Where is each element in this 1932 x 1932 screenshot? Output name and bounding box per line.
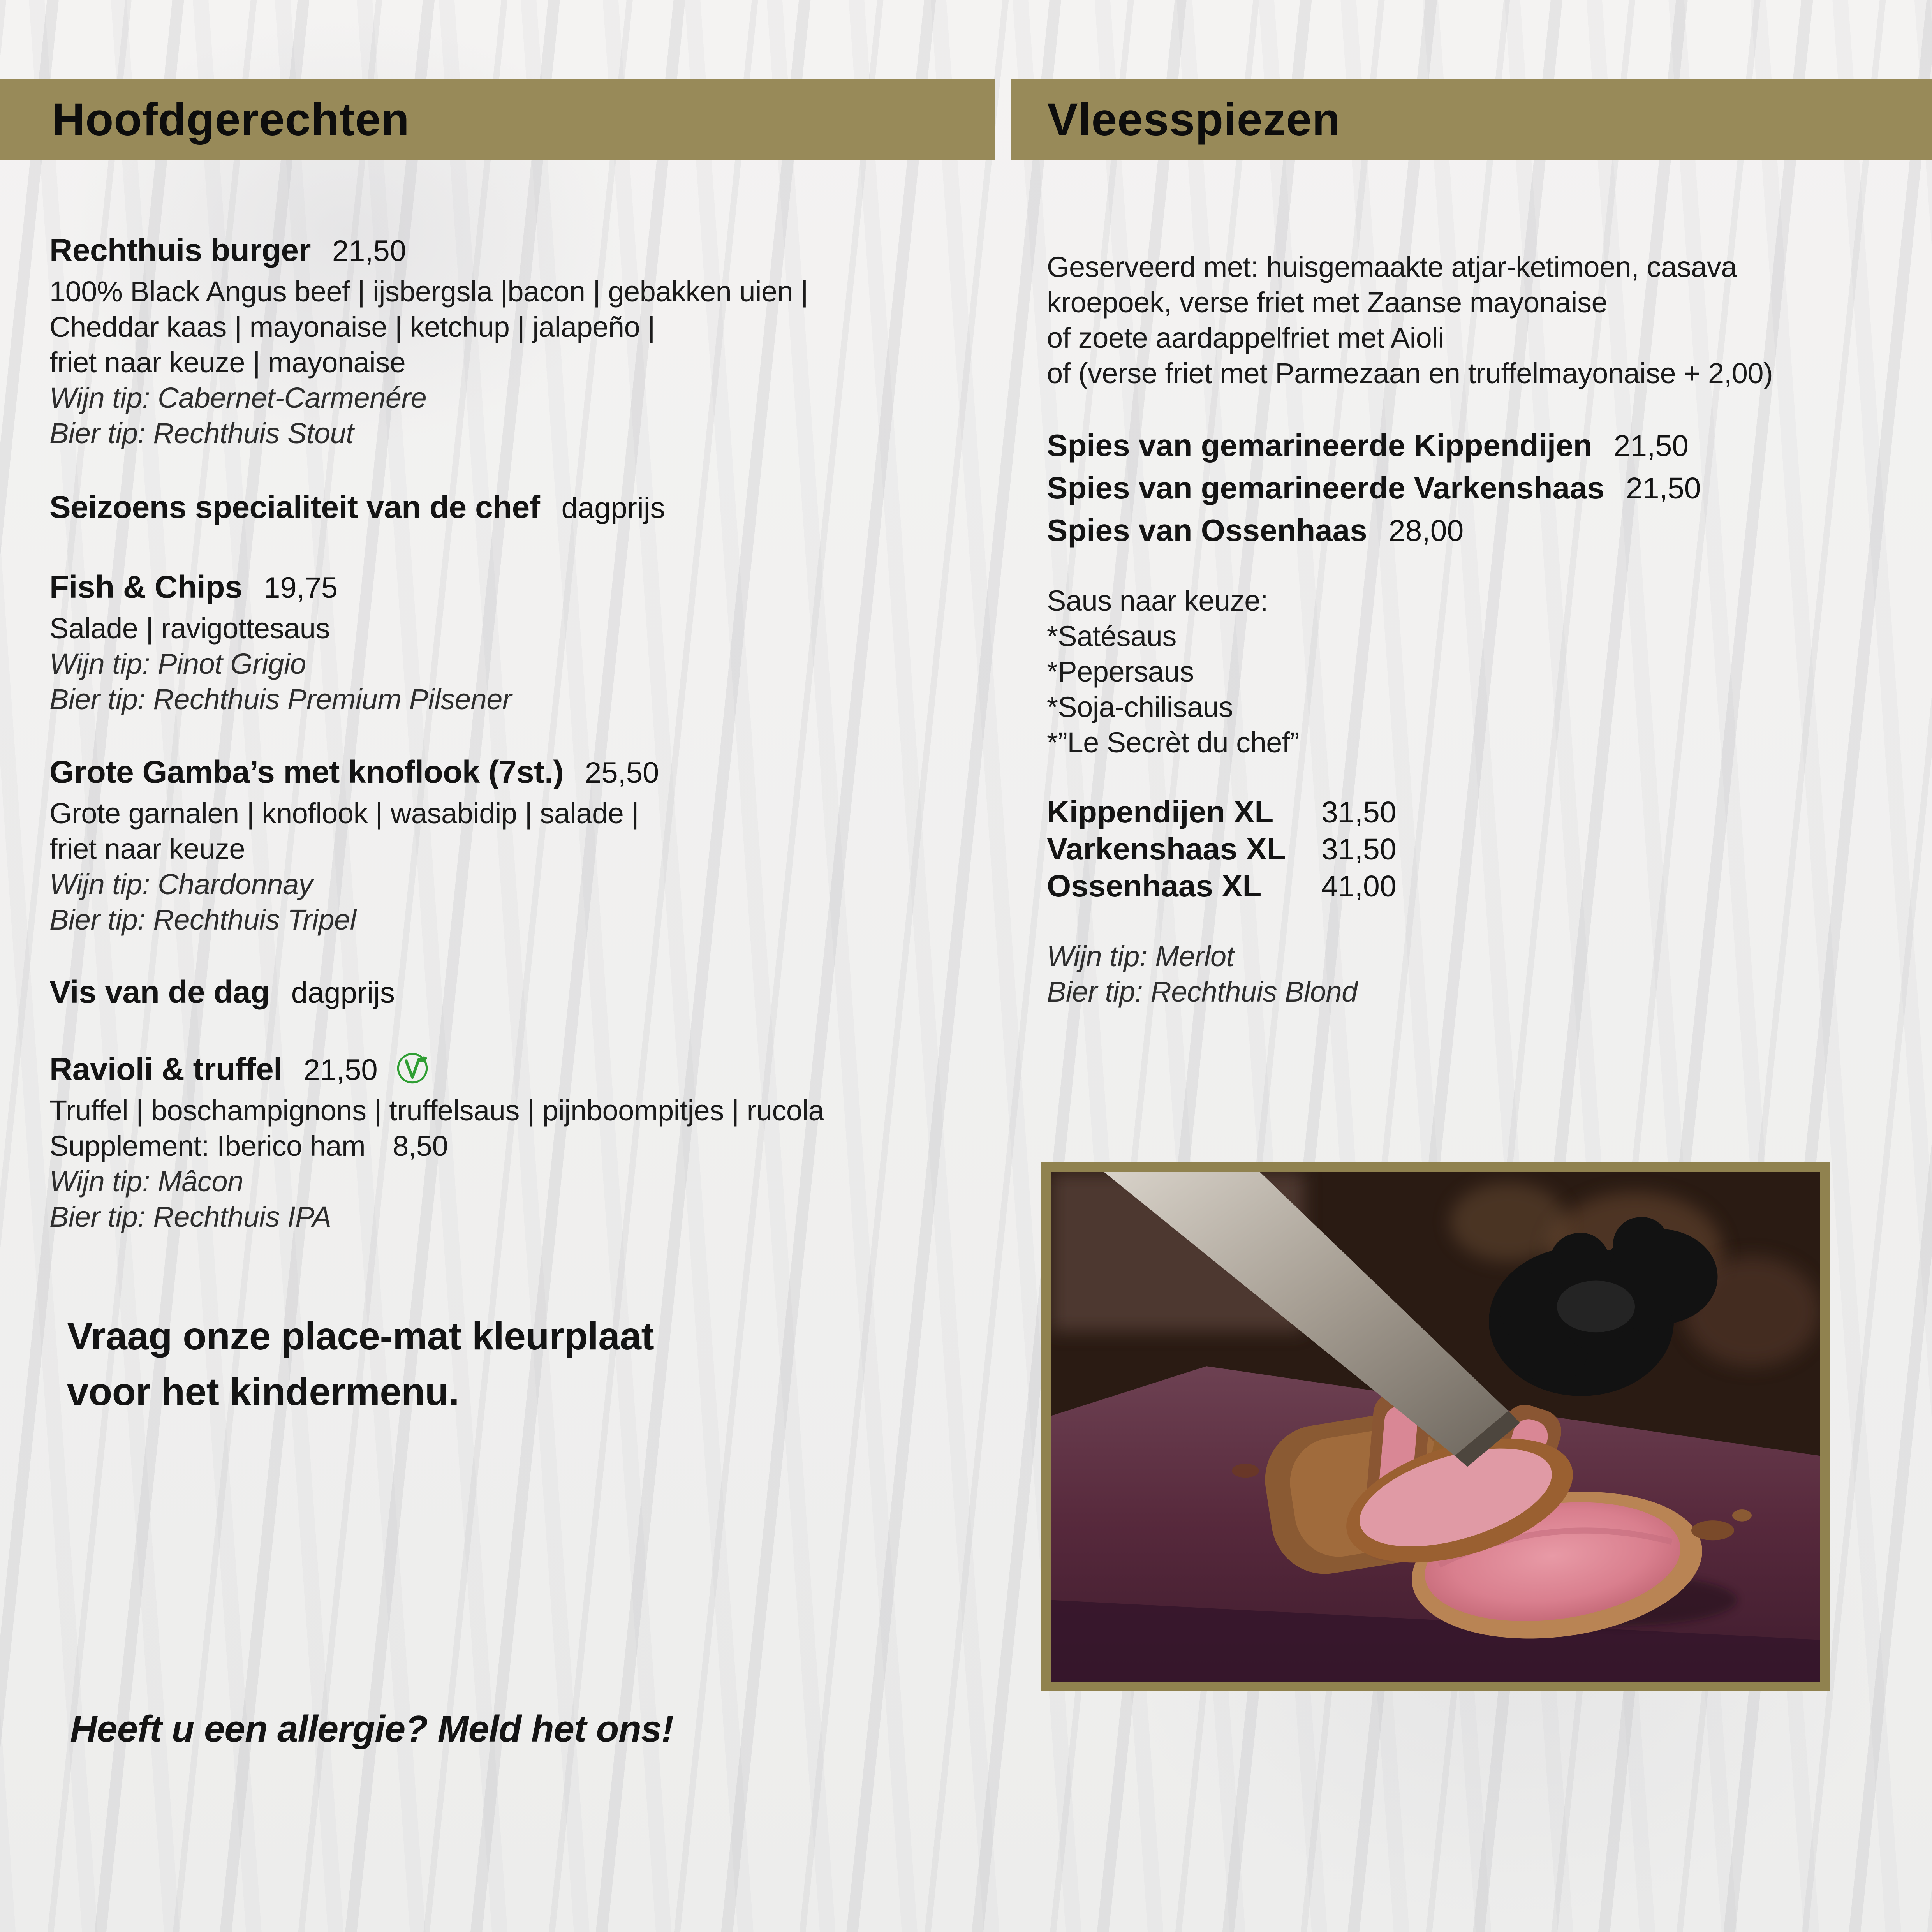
xl-price: 31,50	[1321, 833, 1397, 866]
vleesspiezen-intro	[1047, 249, 1931, 391]
wine-tip: Wijn tip: Mâcon	[49, 1165, 243, 1198]
vegetarian-icon	[395, 1051, 430, 1085]
item-title: Fish & Chips	[49, 569, 243, 605]
beer-tip: Bier tip: Rechthuis Blond	[1047, 976, 1358, 1008]
xl-item	[1047, 794, 1931, 831]
kids-menu-note	[67, 1309, 1025, 1420]
wine-tip: Wijn tip: Pinot Grigio	[49, 648, 306, 680]
skewer-name: Spies van Ossenhaas	[1047, 513, 1367, 548]
section-header-hoofdgerechten	[0, 79, 995, 160]
xl-list	[1047, 794, 1931, 905]
xl-item	[1047, 831, 1931, 868]
item-description: Cheddar kaas | mayonaise | ketchup | jalapeño |	[49, 311, 655, 343]
skewer-name: Spies van gemarineerde Varkenshaas	[1047, 470, 1604, 505]
item-description: Truffel | boschampignons | truffelsaus | pijnboompitjes | rucola	[49, 1094, 824, 1127]
vleesspiezen-tips	[1047, 939, 1931, 1009]
beer-tip: Bier tip: Rechthuis Stout	[49, 417, 354, 449]
kids-note-line: Vraag onze place-mat kleurplaat	[67, 1314, 654, 1358]
menu-item-seizoens-specialiteit	[49, 485, 1007, 531]
supplement-label: Supplement: Iberico ham	[49, 1130, 366, 1162]
section-title-left: Hoofdgerechten	[52, 93, 410, 145]
item-title: Rechthuis burger	[49, 232, 311, 268]
menu-item-fish-chips	[49, 565, 1007, 717]
item-title-row	[49, 228, 1007, 274]
sauce-header: Saus naar keuze:	[1047, 585, 1268, 617]
skewer-list	[1047, 424, 1931, 552]
item-description: friet naar keuze	[49, 833, 245, 865]
xl-name: Kippendijen XL	[1047, 794, 1274, 829]
sauce-choices	[1047, 583, 1931, 760]
wine-tip: Wijn tip: Cabernet-Carmenére	[49, 382, 427, 414]
menu-item-rechthuis-burger	[49, 228, 1007, 451]
item-title-row	[49, 750, 1007, 796]
menu-item-vis-van-de-dag	[49, 970, 1007, 1016]
intro-line: Geserveerd met: huisgemaakte atjar-ketimoen, casava	[1047, 251, 1737, 283]
item-price: dagprijs	[561, 491, 665, 525]
section-header-vleesspiezen	[1011, 79, 1932, 160]
item-title-row	[49, 1047, 1007, 1093]
item-title: Ravioli & truffel	[49, 1051, 282, 1087]
supplement-price: 8,50	[393, 1130, 448, 1162]
item-price: 19,75	[264, 571, 338, 604]
skewer-item	[1047, 509, 1931, 552]
xl-item	[1047, 868, 1931, 905]
steak-photo-illustration	[1051, 1172, 1820, 1682]
item-description: Salade | ravigottesaus	[49, 612, 330, 645]
sauce-option: *”Le Secrèt du chef”	[1047, 726, 1300, 759]
sauce-option: *Pepersaus	[1047, 655, 1194, 688]
intro-line: kroepoek, verse friet met Zaanse mayonaise	[1047, 286, 1608, 319]
menu-item-grote-gambas	[49, 750, 1007, 937]
menu-item-ravioli-truffel	[49, 1047, 1007, 1235]
skewer-name: Spies van gemarineerde Kippendijen	[1047, 428, 1592, 463]
wine-tip: Wijn tip: Merlot	[1047, 940, 1234, 972]
item-price: 21,50	[332, 234, 407, 268]
item-title: Vis van de dag	[49, 974, 270, 1010]
xl-price: 41,00	[1321, 870, 1397, 903]
skewer-item	[1047, 467, 1931, 509]
skewer-price: 28,00	[1388, 514, 1464, 548]
xl-name: Varkenshaas XL	[1047, 831, 1286, 866]
intro-line: of (verse friet met Parmezaan en truffelmayonaise + 2,00)	[1047, 357, 1773, 389]
skewer-price: 21,50	[1626, 472, 1701, 505]
item-price: dagprijs	[291, 976, 395, 1009]
allergy-note: Heeft u een allergie? Meld het ons!	[70, 1708, 674, 1750]
intro-line: of zoete aardappelfriet met Aioli	[1047, 322, 1444, 354]
skewer-price: 21,50	[1613, 429, 1689, 463]
kids-note-line: voor het kindermenu.	[67, 1370, 459, 1414]
wine-tip: Wijn tip: Chardonnay	[49, 868, 313, 900]
item-description: 100% Black Angus beef | ijsbergsla |bacon | gebakken uien |	[49, 275, 808, 308]
beer-tip: Bier tip: Rechthuis Tripel	[49, 903, 356, 936]
item-description: Grote garnalen | knoflook | wasabidip | salade |	[49, 797, 639, 830]
section-title-right: Vleesspiezen	[1047, 93, 1341, 145]
beer-tip: Bier tip: Rechthuis IPA	[49, 1201, 331, 1233]
item-description: friet naar keuze | mayonaise	[49, 346, 406, 379]
xl-name: Ossenhaas XL	[1047, 868, 1262, 903]
steak-photo	[1041, 1162, 1830, 1691]
skewer-item	[1047, 424, 1931, 467]
item-title-row	[49, 485, 1007, 531]
item-title: Seizoens specialiteit van de chef	[49, 490, 540, 525]
item-title: Grote Gamba’s met knoflook (7st.)	[49, 754, 564, 790]
xl-price: 31,50	[1321, 796, 1397, 829]
sauce-option: *Satésaus	[1047, 620, 1176, 652]
item-title-row	[49, 970, 1007, 1016]
item-price: 25,50	[585, 756, 659, 789]
sauce-option: *Soja-chilisaus	[1047, 691, 1233, 723]
supplement-row	[49, 1128, 1007, 1164]
item-title-row	[49, 565, 1007, 611]
beer-tip: Bier tip: Rechthuis Premium Pilsener	[49, 683, 512, 715]
item-price: 21,50	[303, 1053, 378, 1087]
